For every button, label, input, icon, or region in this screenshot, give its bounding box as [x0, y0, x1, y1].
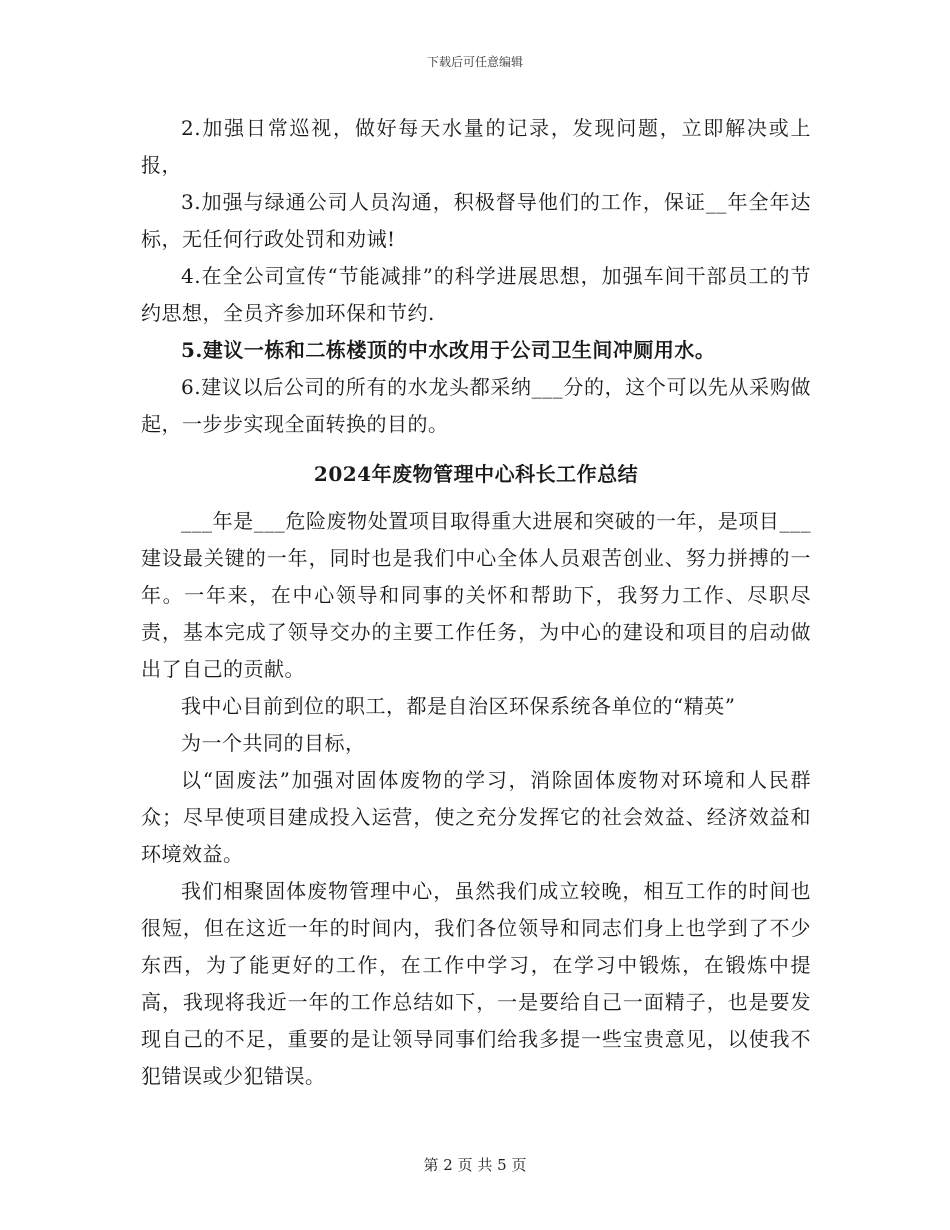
- list-item-5: 5.建议一栋和二栋楼顶的中水改用于公司卫生间冲厕用水。: [181, 338, 716, 362]
- article-paragraph-2: 我中心目前到位的职工，都是自治区环保系统各单位的“精英”: [181, 694, 736, 718]
- article-paragraph-3: 为一个共同的目标，: [181, 731, 366, 755]
- page-footer: 第 2 页 共 5 页: [423, 1156, 527, 1174]
- list-item-4: 4.在全公司宣传“节能减排”的科学进展思想，加强车间干部员工的节约思想，全员齐参加环保和节约.: [141, 264, 811, 325]
- article-paragraph-4: 以“固废法”加强对固体废物的学习，消除固体废物对环境和人民群众；尽早使项目建成投入运营，使之充分发挥它的社会效益、经济效益和环境效益。: [141, 768, 811, 866]
- article-title: 2024年废物管理中心科长工作总结: [313, 462, 639, 486]
- article-paragraph-1: ___年是___危险废物处置项目取得重大进展和突破的一年，是项目___建设最关键的一年，同时也是我们中心全体人员艰苦创业、努力拼搏的一年。一年来，在中心领导和同事的关怀和帮助下，我努力工作、尽职尽责，基本完成了领导交办的主要工作任务，为中心的建设和项目的启动做出了自己的贡献。: [141, 509, 811, 681]
- list-item-2: 2.加强日常巡视，做好每天水量的记录，发现问题，立即解决或上报，: [141, 116, 811, 177]
- list-item-6: 6.建议以后公司的所有的水龙头都采纳___分的，这个可以先从采购做起，一步步实现全面转换的目的。: [141, 375, 811, 436]
- document-body: [141, 110, 811, 1095]
- list-item-3: 3.加强与绿通公司人员沟通，积极督导他们的工作，保证__年全年达标，无任何行政处罚和劝诫!: [141, 190, 811, 251]
- article-paragraph-5: 我们相聚固体废物管理中心，虽然我们成立较晚，相互工作的时间也很短，但在这近一年的时间内，我们各位领导和同志们身上也学到了不少东西，为了能更好的工作，在工作中学习，在学习中锻炼，在锻炼中提高，我现将我近一年的工作总结如下，一是要给自己一面精子，也是要发现自己的不足，重要的是让领导同事们给我多提一些宝贵意见，以使我不犯错误或少犯错误。: [141, 879, 811, 1088]
- page-header-note: 下载后可任意编辑: [426, 55, 523, 69]
